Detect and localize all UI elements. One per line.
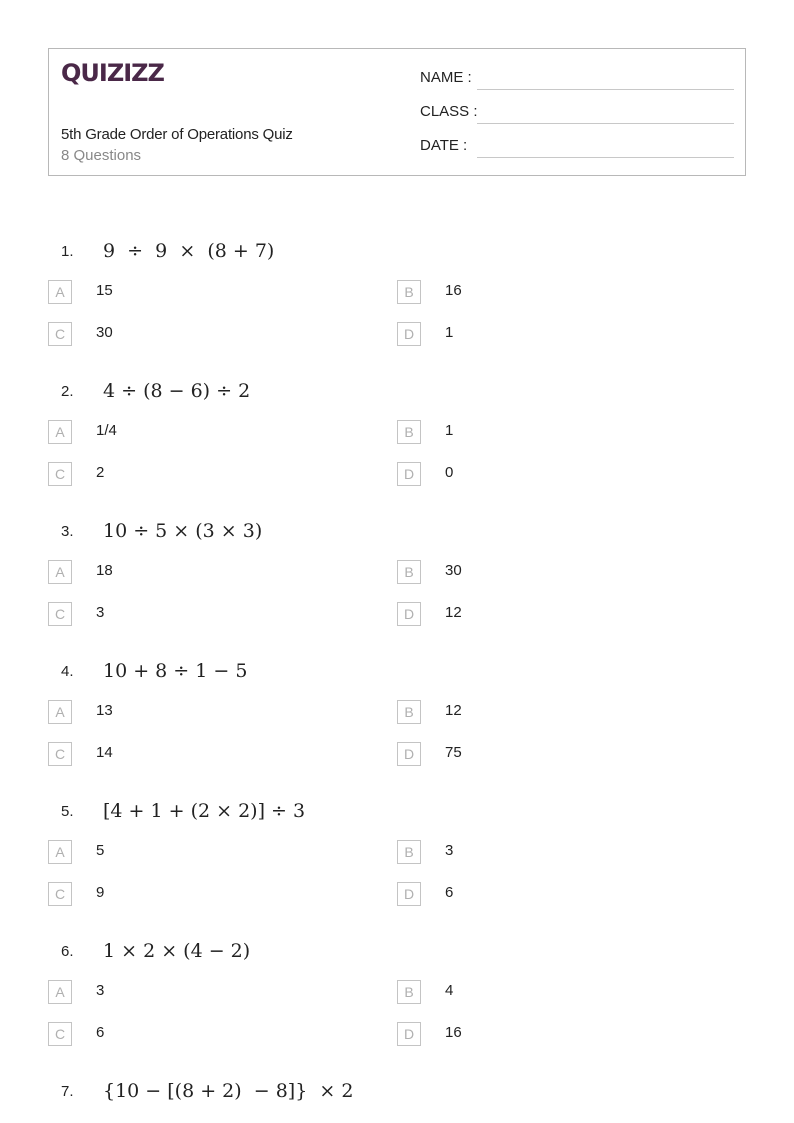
- date-line[interactable]: [477, 157, 734, 158]
- question-6: [0, 941, 794, 1081]
- option-value: 13: [96, 702, 113, 719]
- option-letter-d: D: [397, 1022, 421, 1046]
- option-letter-d: D: [397, 602, 421, 626]
- question-2: [0, 381, 794, 521]
- option-value: 14: [96, 744, 113, 761]
- name-line[interactable]: [477, 89, 734, 90]
- option-value: 3: [445, 842, 454, 859]
- question-number: 6.: [61, 943, 74, 960]
- option-value: 1: [445, 422, 454, 439]
- question-3: [0, 521, 794, 661]
- question-expression: 4 ÷ (8 − 6) ÷ 2: [103, 380, 251, 402]
- option-value: 2: [96, 464, 105, 481]
- quizizz-logo: QUIZIZZ: [61, 59, 164, 87]
- question-expression: 10 ÷ 5 × (3 × 3): [103, 520, 263, 542]
- date-field[interactable]: [420, 137, 734, 159]
- question-expression: 1 × 2 × (4 − 2): [103, 940, 251, 962]
- option-letter-a: A: [48, 700, 72, 724]
- date-label: DATE :: [420, 137, 468, 154]
- option-value: 5: [96, 842, 105, 859]
- option-value: 9: [96, 884, 105, 901]
- worksheet-header: [48, 48, 746, 176]
- option-value: 30: [96, 324, 113, 341]
- class-line[interactable]: [477, 123, 734, 124]
- option-letter-d: D: [397, 322, 421, 346]
- name-field[interactable]: [420, 69, 734, 91]
- option-letter-c: C: [48, 602, 72, 626]
- question-number: 4.: [61, 663, 74, 680]
- question-5: [0, 801, 794, 941]
- question-number: 5.: [61, 803, 74, 820]
- option-value: 30: [445, 562, 462, 579]
- question-7: [0, 1081, 794, 1121]
- option-letter-a: A: [48, 840, 72, 864]
- option-letter-c: C: [48, 322, 72, 346]
- option-value: 16: [445, 1024, 462, 1041]
- option-letter-a: A: [48, 560, 72, 584]
- quiz-title: 5th Grade Order of Operations Quiz: [61, 126, 293, 143]
- option-letter-c: C: [48, 1022, 72, 1046]
- option-letter-a: A: [48, 980, 72, 1004]
- option-letter-a: A: [48, 280, 72, 304]
- option-letter-d: D: [397, 742, 421, 766]
- option-letter-c: C: [48, 462, 72, 486]
- option-letter-d: D: [397, 462, 421, 486]
- option-value: 12: [445, 702, 462, 719]
- option-value: 1: [445, 324, 454, 341]
- question-count: 8 Questions: [61, 147, 142, 164]
- question-number: 1.: [61, 243, 74, 260]
- option-value: 15: [96, 282, 113, 299]
- option-letter-c: C: [48, 882, 72, 906]
- option-value: 1/4: [96, 422, 117, 439]
- option-letter-b: B: [397, 700, 421, 724]
- question-number: 7.: [61, 1083, 74, 1100]
- option-value: 16: [445, 282, 462, 299]
- option-value: 3: [96, 604, 105, 621]
- question-number: 2.: [61, 383, 74, 400]
- option-value: 4: [445, 982, 454, 999]
- option-letter-b: B: [397, 280, 421, 304]
- option-letter-b: B: [397, 980, 421, 1004]
- option-value: 18: [96, 562, 113, 579]
- option-letter-b: B: [397, 840, 421, 864]
- option-value: 6: [96, 1024, 105, 1041]
- option-letter-d: D: [397, 882, 421, 906]
- question-expression: {10 − [(8 + 2) − 8]} × 2: [103, 1080, 354, 1102]
- question-expression: 9 ÷ 9 × (8 + 7): [103, 240, 275, 262]
- question-expression: [4 + 1 + (2 × 2)] ÷ 3: [103, 800, 306, 822]
- option-letter-b: B: [397, 420, 421, 444]
- option-letter-c: C: [48, 742, 72, 766]
- class-label: CLASS :: [420, 103, 478, 120]
- name-label: NAME :: [420, 69, 472, 86]
- question-1: [0, 241, 794, 381]
- question-4: [0, 661, 794, 801]
- option-value: 6: [445, 884, 454, 901]
- class-field[interactable]: [420, 103, 734, 125]
- question-number: 3.: [61, 523, 74, 540]
- option-value: 3: [96, 982, 105, 999]
- option-value: 0: [445, 464, 454, 481]
- option-letter-b: B: [397, 560, 421, 584]
- option-value: 12: [445, 604, 462, 621]
- option-value: 75: [445, 744, 462, 761]
- option-letter-a: A: [48, 420, 72, 444]
- question-expression: 10 + 8 ÷ 1 − 5: [103, 660, 248, 682]
